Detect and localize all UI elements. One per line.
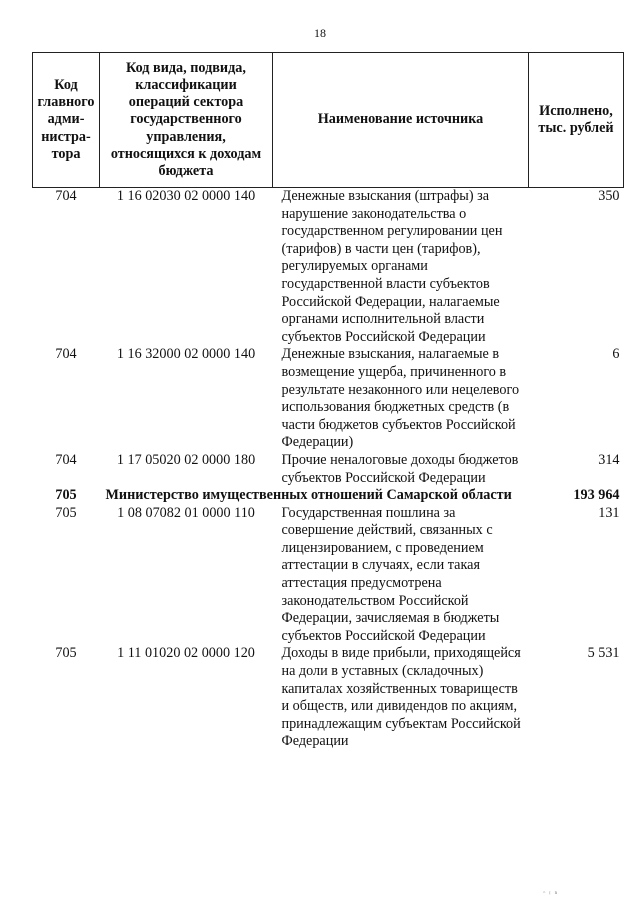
admin-code-cell: 704 [55,451,77,468]
header-executed: Исполнено, тыс. рублей [529,53,624,188]
admin-name-cell: Министерство имущественных отношений Самарской области [105,487,512,504]
class-code-cell: 1 16 02030 02 0000 140 [116,188,256,204]
page-number: 18 [314,26,326,40]
admin-code-cell: 705 [55,504,77,521]
class-code-cell: 1 11 01020 02 0000 120 [117,645,255,662]
source-name-cell: Прочие неналоговые доходы бюджетов субъектов Российской Федерации [281,451,519,486]
table-row [33,452,624,487]
header-class-code: Код вида, подвида, классификации операций сектора государственного управления, относящихся к доходам бюджета [100,53,273,188]
table-header [33,53,624,188]
class-code-cell: 1 16 32000 02 0000 140 [116,346,256,363]
admin-row [33,487,624,505]
source-name-cell: Денежные взыскания, налагаемые в возмещение ущерба, причиненного в результате незаконного или нецелевого использования бюджетных средств (в части бюджетов субъектов Российской Федерации) [281,346,520,451]
class-code-cell: 1 17 05020 02 0000 180 [116,451,256,468]
table-row [33,505,624,646]
source-name-cell: Государственная пошлина за совершение действий, связанных с лицензированием, с проведением аттестации в случаях, если такая аттестация предусмотрена законодательством Российской Федерации, зачисляемая в бюджеты субъектов Российской Федерации [281,504,500,644]
source-name-cell: Доходы в виде прибыли, приходящейся на доли в уставных (складочных) капиталах хозяйственных товариществ и обществ, или дивидендов по акциям, принадлежащим субъектам Российской Федерации [281,645,521,750]
admin-code-cell: 704 [55,346,77,363]
table-body [33,188,624,752]
header-source-name: Наименование источника [273,53,529,188]
source-name-cell: Денежные взыскания (штрафы) за нарушение законодательства о государственном регулировании цен (тарифов) в части цен (тарифов), регулируемых органами государственной власти субъектов Российской Федерации, налагаемые органами исполнительной власти субъектов Российской Федерации [281,188,503,345]
admin-amount-cell: 193 964 [573,487,620,504]
amount-cell: 5 531 [587,645,620,662]
table-row [33,346,624,452]
amount-cell: 314 [598,451,620,468]
amount-cell: 6 [612,346,620,363]
amount-cell: 350 [598,188,620,204]
table-row [33,645,624,751]
amount-cell: 131 [598,504,620,521]
admin-code-cell: 704 [55,188,77,204]
admin-code-cell: 705 [55,645,77,662]
admin-code-cell: 705 [55,487,77,504]
class-code-cell: 1 08 07082 01 0000 110 [117,504,255,521]
table-row [33,188,624,347]
revenue-table [32,52,624,751]
header-admin-code: Код главного администратора [33,53,100,188]
corner-mark: ᵔ ᵎ ⁿ [543,889,559,898]
